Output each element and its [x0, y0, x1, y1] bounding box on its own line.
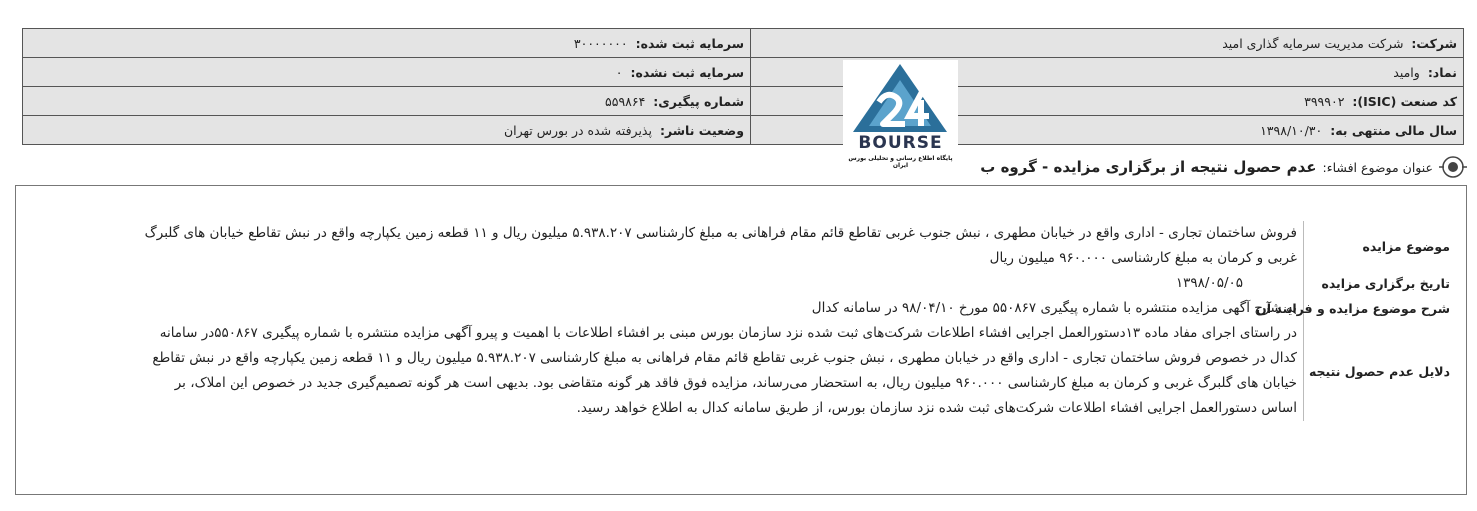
bourse-logo [843, 60, 958, 170]
tracking-value: ۵۵۹۸۶۴ [605, 93, 646, 109]
fiscal-year-label: سال مالی منتهی به: [1330, 122, 1457, 138]
process-value: به شرح آگهی مزایده منتشره با شماره پیگیری ۵۵۰۸۶۷ مورخ ۹۸/۰۴/۱۰ در سامانه کدال [811, 300, 1297, 316]
unregistered-capital-cell [23, 58, 751, 87]
info-row [23, 87, 1464, 116]
reasons-value: در راستای اجرای مفاد ماده ۱۳دستورالعمل اجرایی افشاء اطلاعات شرکت‌های ثبت شده نزد سازمان بورس مبنی بر افشاء اطلاعات با اهمیت و پیرو آگهی مزایده منتشره با شماره پیگیری ۵۵۰۸۶۷در سامانه کدال در خصوص فروش ساختمان تجاری - اداری واقع در خیابان مطهری ، نبش جنوب غربی تقاطع قائم مقام فراهانی به مبلغ کارشناسی ۵.۹۳۸.۲۰۷ میلیون ریال و ۱۱ قطعه زمین یکپارچه واقع در نبش تقاطع خیابان های گلبرگ غربی و کرمان به مبلغ کارشناسی ۹۶۰.۰۰۰ میلیون ریال، به استحضار می‌رساند، مزایده فوق فاقد هر گونه متقاضی بود. بدیهی است هر گونه تصمیم‌گیری جدید در خصوص این املاک، بر اساس دستورالعمل اجرایی افشاء اطلاعات شرکت‌های ثبت شده نزد سازمان بورس، از طریق سامانه کدال به اطلاع خواهد رسید. [152, 325, 1297, 416]
detail-row [131, 321, 1456, 421]
company-info-table [22, 28, 1464, 145]
tracking-cell [23, 87, 751, 116]
logo-word: BOURSE [858, 133, 943, 153]
detail-row [131, 296, 1456, 321]
bourse-logo-icon [843, 60, 958, 135]
isic-label: کد صنعت (ISIC): [1352, 93, 1457, 109]
company-cell [751, 29, 1464, 58]
reasons-label: دلایل عدم حصول نتیجه [1304, 321, 1457, 421]
symbol-label: نماد: [1427, 64, 1457, 80]
symbol-value: وامید [1393, 64, 1420, 80]
publisher-status-cell [23, 116, 751, 145]
auction-subject-value: فروش ساختمان تجاری - اداری واقع در خیابان مطهری ، نبش جنوب غربی تقاطع قائم مقام فراهانی به مبلغ کارشناسی ۵.۹۳۸.۲۰۷ میلیون ریال و ۱۱ قطعه زمین یکپارچه واقع در نبش تقاطع خیابان های گلبرگ غربی و کرمان به مبلغ کارشناسی ۹۶۰.۰۰۰ میلیون ریال [144, 225, 1297, 266]
subject-title: عدم حصول نتیجه از برگزاری مزایده - گروه ب [980, 158, 1317, 176]
publisher-status-value: پذیرفته شده در بورس تهران [504, 122, 652, 138]
registered-capital-label: سرمایه ثبت شده: [635, 35, 744, 51]
subject-label: عنوان موضوع افشاء: [1322, 159, 1433, 175]
registered-capital-value: ۳۰۰۰۰۰۰۰ [573, 35, 628, 51]
target-icon [1439, 153, 1467, 181]
company-value: شرکت مدیریت سرمایه گذاری امید [1222, 35, 1404, 51]
logo-caption: پایگاه اطلاع رسانی و تحلیلی بورس ایران [848, 155, 953, 169]
auction-subject-label: موضوع مزایده [1304, 221, 1457, 271]
unregistered-capital-value: ۰ [615, 64, 623, 80]
process-label: شرح موضوع مزایده و فرایند آن [1304, 296, 1457, 321]
detail-row [131, 221, 1456, 271]
company-label: شرکت: [1411, 35, 1457, 51]
info-row [23, 58, 1464, 87]
auction-date-label: تاریخ برگزاری مزایده [1304, 271, 1457, 296]
auction-date-value: ۱۳۹۸/۰۵/۰۵ [1175, 275, 1243, 291]
isic-value: ۳۹۹۹۰۲ [1304, 93, 1345, 109]
info-row [23, 116, 1464, 145]
detail-row [131, 271, 1456, 296]
unregistered-capital-label: سرمایه ثبت نشده: [630, 64, 744, 80]
publisher-status-label: وضعیت ناشر: [659, 122, 744, 138]
tracking-label: شماره پیگیری: [653, 93, 744, 109]
registered-capital-cell [23, 29, 751, 58]
info-row [23, 29, 1464, 58]
auction-details-table [131, 221, 1456, 421]
auction-details-panel [15, 185, 1467, 495]
disclosure-subject [980, 152, 1467, 182]
fiscal-year-value: ۱۳۹۸/۱۰/۳۰ [1260, 122, 1323, 138]
